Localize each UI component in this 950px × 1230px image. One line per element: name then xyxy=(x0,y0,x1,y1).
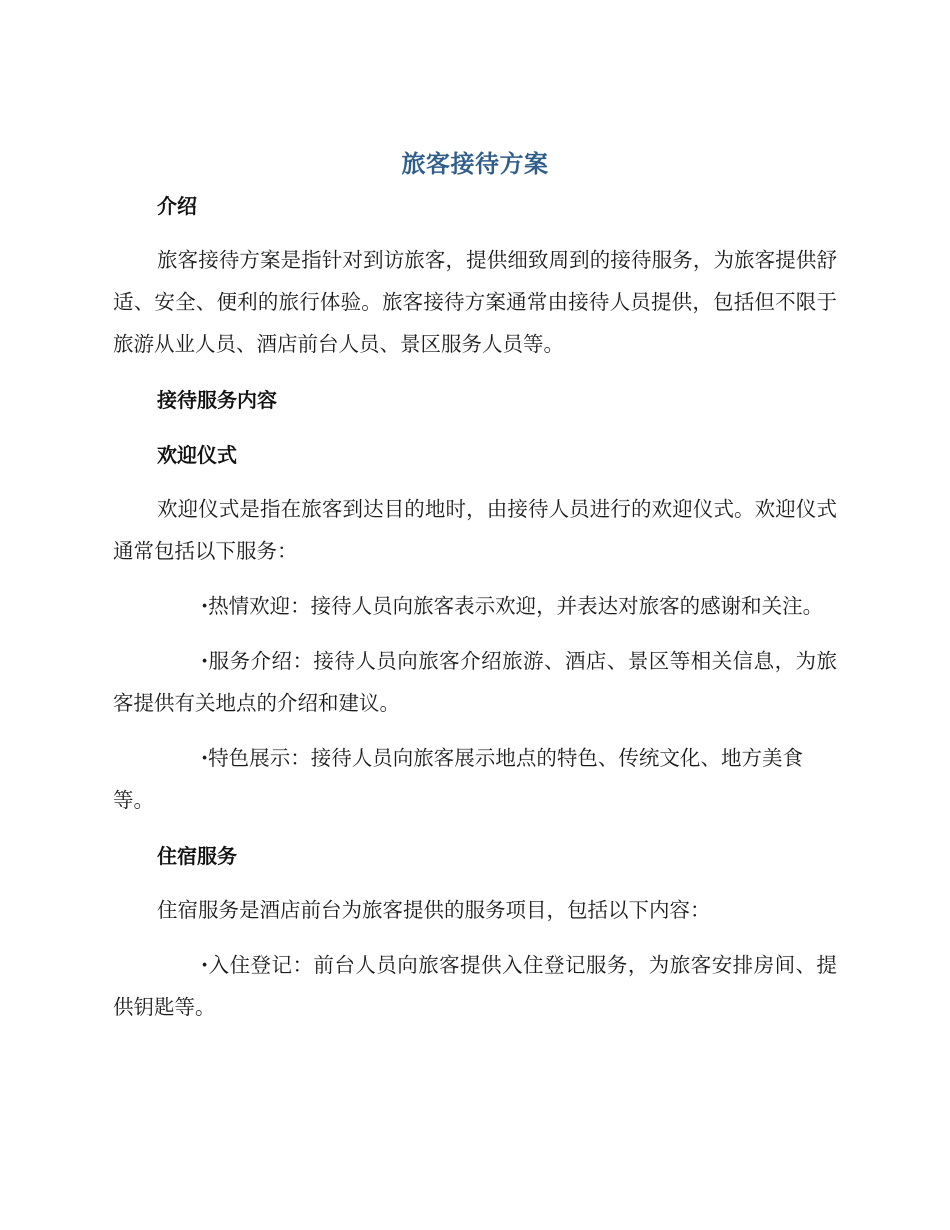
bullet-dot-icon: · xyxy=(201,594,209,618)
welcome-paragraph: 欢迎仪式是指在旅客到达目的地时，由接待人员进行的欢迎仪式。欢迎仪式通常包括以下服务： xyxy=(113,497,837,563)
heading-lodging-service: 住宿服务 xyxy=(157,844,237,868)
bullet-text: 入住登记：前台人员向旅客提供入住登记服务，为旅客安排房间、提供钥匙等。 xyxy=(113,953,837,1019)
document-title: 旅客接待方案 xyxy=(401,150,549,178)
lodging-paragraph: 住宿服务是酒店前台为旅客提供的服务项目，包括以下内容： xyxy=(157,898,711,922)
lodging-bullet-item xyxy=(113,944,837,1028)
bullet-text: 特色展示：接待人员向旅客展示地点的特色、传统文化、地方美食等。 xyxy=(113,746,803,812)
bullet-dot-icon: · xyxy=(201,649,209,673)
welcome-bullet-item xyxy=(113,640,837,724)
heading-intro: 介绍 xyxy=(157,194,197,218)
bullet-dot-icon: · xyxy=(201,746,209,770)
bullet-dot-icon: · xyxy=(201,953,209,977)
bullet-text: 服务介绍：接待人员向旅客介绍旅游、酒店、景区等相关信息，为旅客提供有关地点的介绍和建议。 xyxy=(113,649,837,715)
welcome-bullet-item xyxy=(113,585,837,627)
heading-service-content: 接待服务内容 xyxy=(157,388,277,412)
bullet-text: 热情欢迎：接待人员向旅客表示欢迎，并表达对旅客的感谢和关注。 xyxy=(208,594,824,618)
intro-paragraph: 旅客接待方案是指针对到访旅客，提供细致周到的接待服务，为旅客提供舒适、安全、便利的旅行体验。旅客接待方案通常由接待人员提供，包括但不限于旅游从业人员、酒店前台人员、景区服务人员等。 xyxy=(113,248,837,356)
welcome-bullet-item xyxy=(113,737,803,821)
heading-welcome-ceremony: 欢迎仪式 xyxy=(157,443,237,467)
